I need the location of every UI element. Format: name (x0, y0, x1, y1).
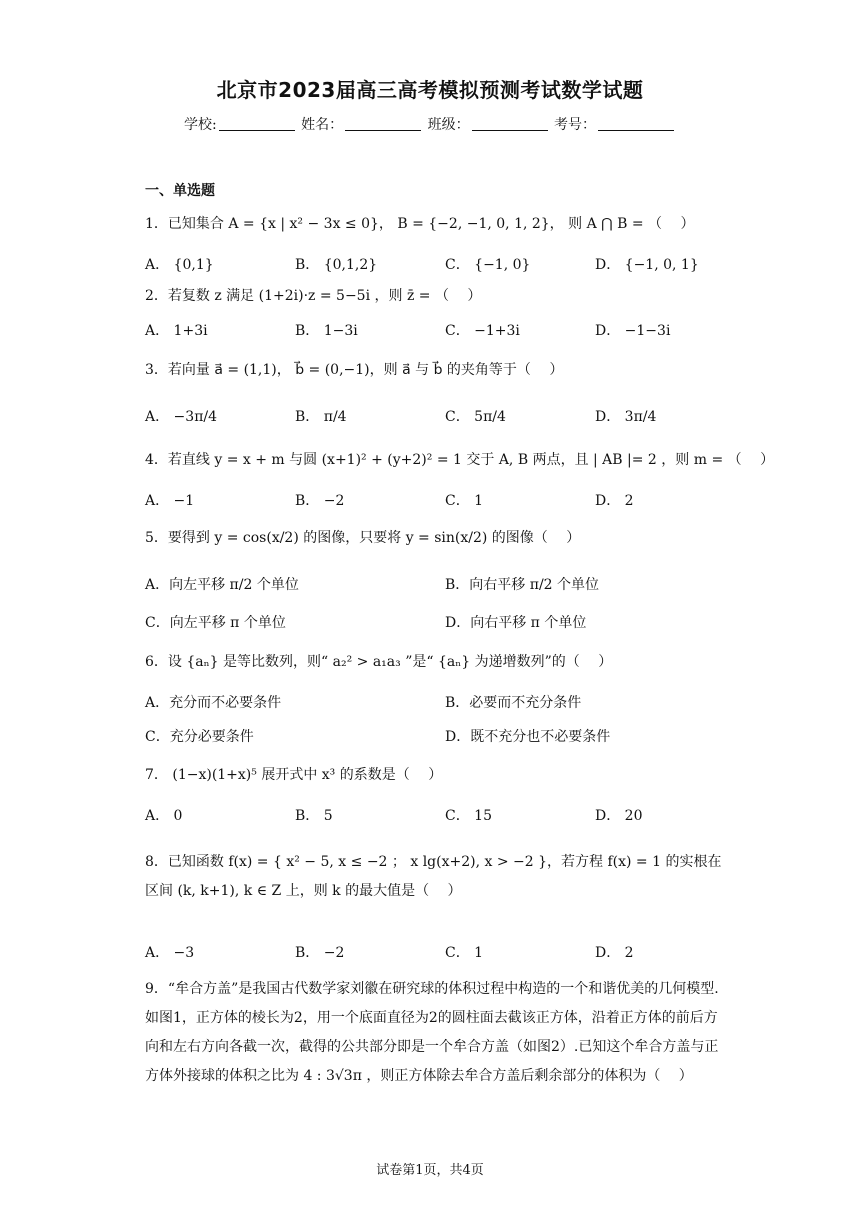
q6-option-a: A．充分而不必要条件 (145, 695, 282, 711)
section-heading: 一、单选题 (145, 183, 215, 199)
name-label: 姓名： (301, 117, 344, 133)
name-blank (345, 116, 421, 131)
question-3: 3．若向量 a⃗ = (1,1)， b⃗ = (0,−1)，则 a⃗ 与 b⃗ 的夹角等于（ ） (145, 362, 564, 378)
page-footer: 试卷第1页，共4页 (376, 1163, 484, 1178)
q5-option-d: D．向右平移 π 个单位 (445, 615, 587, 631)
exam-no-label: 考号： (554, 117, 597, 133)
q4-option-b: B． −2 (295, 493, 345, 509)
q7-option-d: D． 20 (595, 808, 643, 824)
q7-option-a: A． 0 (145, 808, 183, 824)
q8-option-a: A． −3 (145, 945, 195, 961)
question-9: 9．“牟合方盖”是我国古代数学家刘徽在研究球的体积过程中构造的一个和谐优美的几何模型.如图1，正方体的棱长为2，用一个底面直径为2的圆柱面去截该正方体，沿着正方体的前后方向和左右方向各截一次，截得的公共部分即是一个牟合方盖（如图2）.已知这个牟合方盖与正方体外接球的体积之比为 4 : 3√3π ，则正方体除去牟合方盖后剩余部分的体积为（ ） (145, 981, 719, 1084)
q7-option-b: B． 5 (295, 808, 333, 824)
q3-option-c: C． 5π/4 (445, 409, 506, 425)
q3-option-d: D． 3π/4 (595, 409, 657, 425)
q4-option-d: D． 2 (595, 493, 634, 509)
q1-option-b: B． {0,1,2} (295, 257, 378, 273)
question-7: 7． (1−x)(1+x)⁵ 展开式中 x³ 的系数是（ ） (145, 767, 443, 783)
question-8: 8．已知函数 f(x) = { x² − 5, x ≤ −2 ； x lg(x+2), x > −2 }，若方程 f(x) = 1 的实根在区间 (k, k+1), k ∈ Z 上，则 k 的最大值是（ ） (145, 854, 722, 899)
q7-option-c: C． 15 (445, 808, 492, 824)
exam-no-blank (598, 116, 674, 131)
q3-option-b: B． π/4 (295, 409, 347, 425)
school-blank (219, 116, 295, 131)
q1-option-d: D． {−1, 0, 1} (595, 257, 699, 273)
q4-option-c: C． 1 (445, 493, 484, 509)
q4-option-a: A． −1 (145, 493, 195, 509)
q6-option-d: D．既不充分也不必要条件 (445, 729, 611, 745)
question-2: 2．若复数 z 满足 (1+2i)·z = 5−5i ，则 z̄ = （ ） (145, 288, 482, 304)
school-label: 学校: (183, 117, 217, 133)
q6-option-b: B．必要而不充分条件 (445, 695, 582, 711)
class-label: 班级： (427, 117, 470, 133)
question-4: 4．若直线 y = x + m 与圆 (x+1)² + (y+2)² = 1 交于 A, B 两点，且 | AB |= 2 ，则 m = （ ） (145, 452, 775, 468)
q5-option-b: B．向右平移 π/2 个单位 (445, 577, 600, 593)
q3-option-a: A． −3π/4 (145, 409, 218, 425)
question-5: 5．要得到 y = cos(x/2) 的图像，只要将 y = sin(x/2) 的图像（ ） (145, 530, 581, 546)
q2-option-d: D． −1−3i (595, 323, 671, 339)
q2-option-c: C． −1+3i (445, 323, 520, 339)
q2-option-a: A． 1+3i (145, 323, 208, 339)
q6-option-c: C．充分必要条件 (145, 729, 254, 745)
q5-option-a: A．向左平移 π/2 个单位 (145, 577, 299, 593)
page-title: 北京市2023届高三高考模拟预测考试数学试题 (216, 78, 644, 102)
question-6: 6．设 {aₙ} 是等比数列，则“ a₂² > a₁a₃ ”是“ {aₙ} 为递增数列”的（ ） (145, 654, 613, 670)
question-1: 1．已知集合 A = {x | x² − 3x ≤ 0}， B = {−2, −1, 0, 1, 2}， 则 A ⋂ B = （ ） (145, 216, 695, 232)
class-blank (472, 116, 548, 131)
q8-option-d: D． 2 (595, 945, 634, 961)
q8-option-b: B． −2 (295, 945, 345, 961)
q8-option-c: C． 1 (445, 945, 484, 961)
q2-option-b: B． 1−3i (295, 323, 358, 339)
q1-option-c: C． {−1, 0} (445, 257, 531, 273)
student-info-line (0, 114, 860, 134)
q5-option-c: C．向左平移 π 个单位 (145, 615, 286, 631)
q1-option-a: A． {0,1} (145, 257, 214, 273)
